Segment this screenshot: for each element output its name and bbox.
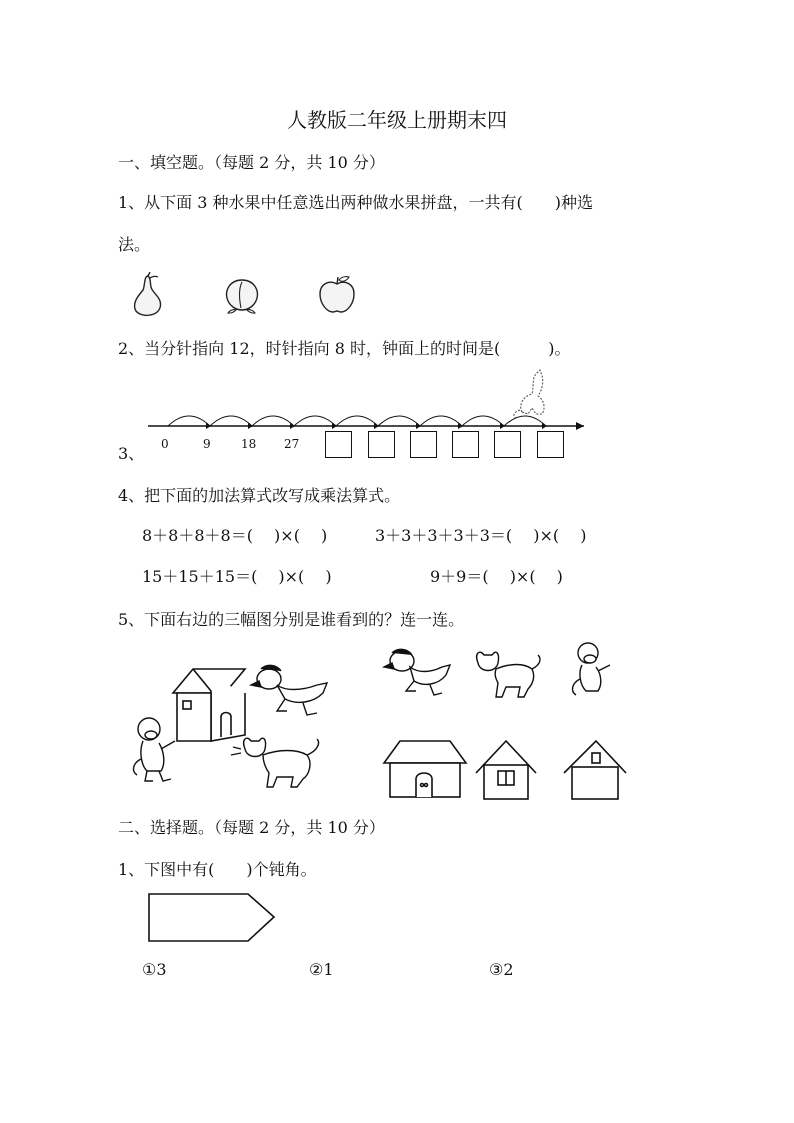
pear-icon: [128, 272, 168, 318]
number-0: 0: [161, 437, 169, 451]
house-icon: [173, 669, 245, 741]
house-side-icon: [564, 741, 626, 799]
answer-box[interactable]: [325, 431, 352, 458]
house-window-icon: [476, 741, 536, 799]
pentagon-shape: [146, 891, 278, 945]
cat-icon: [477, 652, 540, 697]
option-1[interactable]: ①3: [142, 960, 167, 979]
page-title: 人教版二年级上册期末四: [287, 108, 507, 132]
answer-box[interactable]: [410, 431, 437, 458]
cat-icon: [231, 738, 319, 787]
scene-left: [127, 655, 339, 795]
answer-box[interactable]: [537, 431, 564, 458]
question-5-text: 5、下面右边的三幅图分别是谁看到的？连一连。: [118, 610, 465, 629]
monkey-icon: [134, 718, 175, 781]
expression-3: 15＋15＋15＝( )×( ): [142, 567, 332, 586]
option-2[interactable]: ②1: [309, 960, 334, 979]
expression-2: 3＋3＋3＋3＋3＝( )×( ): [375, 526, 587, 545]
answer-box[interactable]: [494, 431, 521, 458]
number-27: 27: [284, 437, 300, 451]
section-1-heading: 一、填空题。（每题 2 分，共 10 分）: [118, 153, 385, 172]
question-2-text: 2、当分针指向 12，时针指向 8 时，钟面上的时间是( )。: [118, 339, 571, 358]
question-1-line-1: 1、从下面 3 种水果中任意选出两种做水果拼盘，一共有( )种选: [118, 193, 594, 212]
scene-right: [380, 639, 634, 801]
apple-icon: [316, 274, 358, 316]
question-1-line-2: 法。: [118, 235, 151, 254]
section-2-question-1-text: 1、下图中有( )个钝角。: [118, 860, 317, 879]
duck-icon: [251, 665, 327, 715]
answer-box[interactable]: [368, 431, 395, 458]
kangaroo-icon: [514, 370, 544, 418]
answer-box[interactable]: [452, 431, 479, 458]
house-front-icon: [384, 741, 466, 797]
question-4-text: 4、把下面的加法算式改写成乘法算式。: [118, 486, 401, 505]
expression-4: 9＋9＝( )×( ): [430, 567, 563, 586]
peach-icon: [222, 274, 262, 316]
duck-icon: [384, 649, 450, 695]
expression-1: 8＋8＋8＋8＝( )×( ): [142, 526, 328, 545]
section-2-heading: 二、选择题。（每题 2 分，共 10 分）: [118, 818, 385, 837]
number-9: 9: [203, 437, 211, 451]
option-3[interactable]: ③2: [489, 960, 514, 979]
question-3-label: 3、: [118, 444, 145, 463]
monkey-icon: [573, 643, 610, 695]
number-18: 18: [241, 437, 257, 451]
